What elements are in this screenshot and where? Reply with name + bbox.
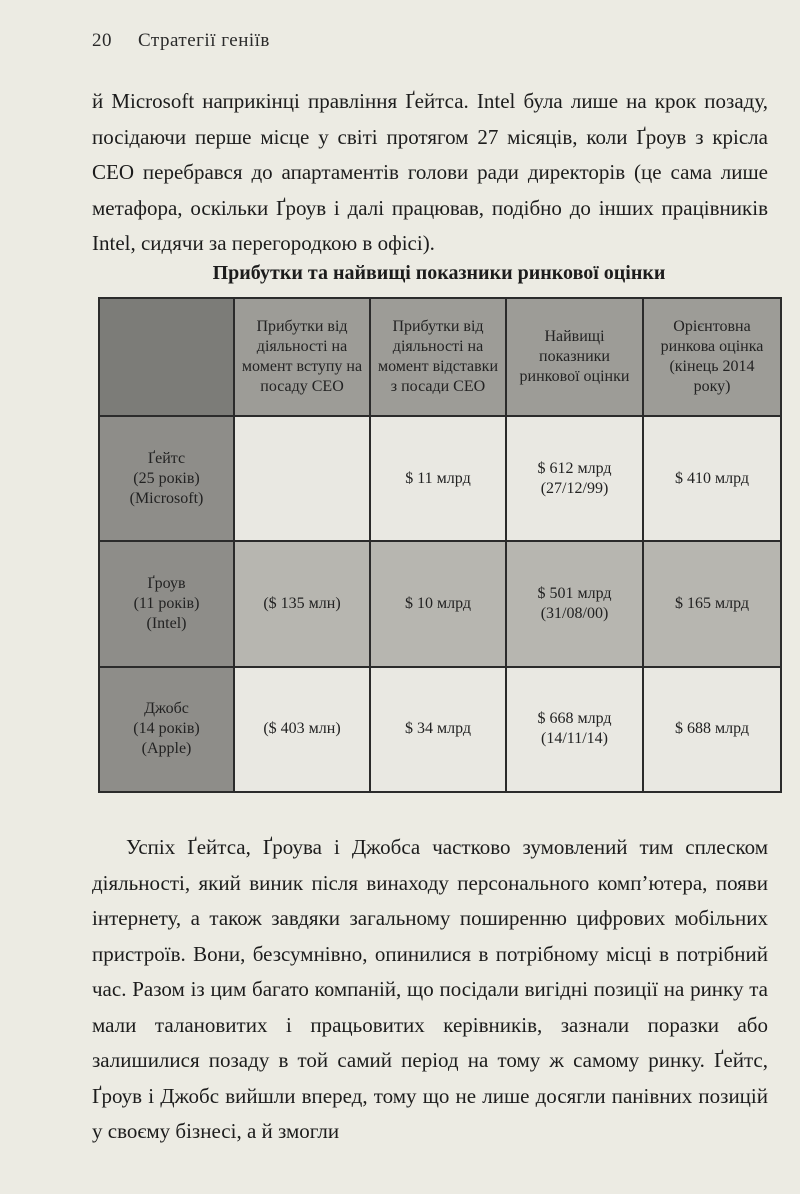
cell-estimated-valuation: $ 165 млрд: [643, 541, 781, 666]
cell-entry-earnings: ($ 135 млн): [234, 541, 370, 666]
cell-estimated-valuation: $ 410 млрд: [643, 416, 781, 541]
table-row: [99, 667, 781, 792]
cell-peak-valuation: $ 612 млрд (27/12/99): [506, 416, 643, 541]
paragraph-top: й Microsoft наприкінці правління Ґейтса. Intel була лише на крок позаду, посідаючи перше місце у світі протягом 27 місяців, коли Ґроув з крісла CEO перебрався до апартаментів голови ради директорів (це сама лише метафора, оскільки Ґроув і далі працював, подібно до інших працівників Intel, сидячи за перегородкою в офісі).: [92, 89, 768, 255]
cell-peak-valuation: $ 501 млрд (31/08/00): [506, 541, 643, 666]
ceo-results-table: [98, 297, 782, 793]
table-title: Прибутки та найвищі показники ринкової оцінки: [212, 262, 666, 284]
table-row: [99, 416, 781, 541]
header-estimated-valuation: Орієнтовна ринкова оцінка (кінець 2014 року): [643, 298, 781, 416]
header-peak-valuation: Найвищі показники ринкової оцінки: [506, 298, 643, 416]
header-exit-earnings: Прибутки від діяльності на момент відставки з посади CEO: [370, 298, 506, 416]
running-head: [92, 30, 270, 52]
chapter-title: Стратегії геніїв: [138, 30, 270, 51]
row-label-gates: Ґейтс (25 років) (Microsoft): [99, 416, 234, 541]
cell-exit-earnings: $ 11 млрд: [370, 416, 506, 541]
page-number: 20: [92, 30, 112, 51]
table-header-row: [99, 298, 781, 416]
cell-entry-earnings: ($ 403 млн): [234, 667, 370, 792]
header-entry-earnings: Прибутки від діяльності на момент вступу на посаду CEO: [234, 298, 370, 416]
header-corner: [99, 298, 234, 416]
cell-entry-earnings: [234, 416, 370, 541]
row-label-grove: Ґроув (11 років) (Intel): [99, 541, 234, 666]
cell-peak-valuation: $ 668 млрд (14/11/14): [506, 667, 643, 792]
cell-exit-earnings: $ 34 млрд: [370, 667, 506, 792]
row-label-jobs: Джобс (14 років) (Apple): [99, 667, 234, 792]
cell-estimated-valuation: $ 688 млрд: [643, 667, 781, 792]
cell-exit-earnings: $ 10 млрд: [370, 541, 506, 666]
table-row: [99, 541, 781, 666]
paragraph-bottom: Успіх Ґейтса, Ґроува і Джобса частково зумовлений тим сплеском діяльності, який виник після винаходу персонального комп’ютера, появи інтернету, а також завдяки загальному поширенню цифрових мобільних пристроїв. Вони, безсумнівно, опинилися в потрібному місці в потрібний час. Разом із цим багато компаній, що посідали вигідні позиції на ринку та мали талановитих і працьовитих керівників, зазнали поразки або залишилися позаду в той самий період на тому ж самому ринку. Ґейтс, Ґроув і Джобс вийшли вперед, тому що не лише досягли панівних позицій у своєму бізнесі, а й змогли: [92, 835, 768, 1143]
